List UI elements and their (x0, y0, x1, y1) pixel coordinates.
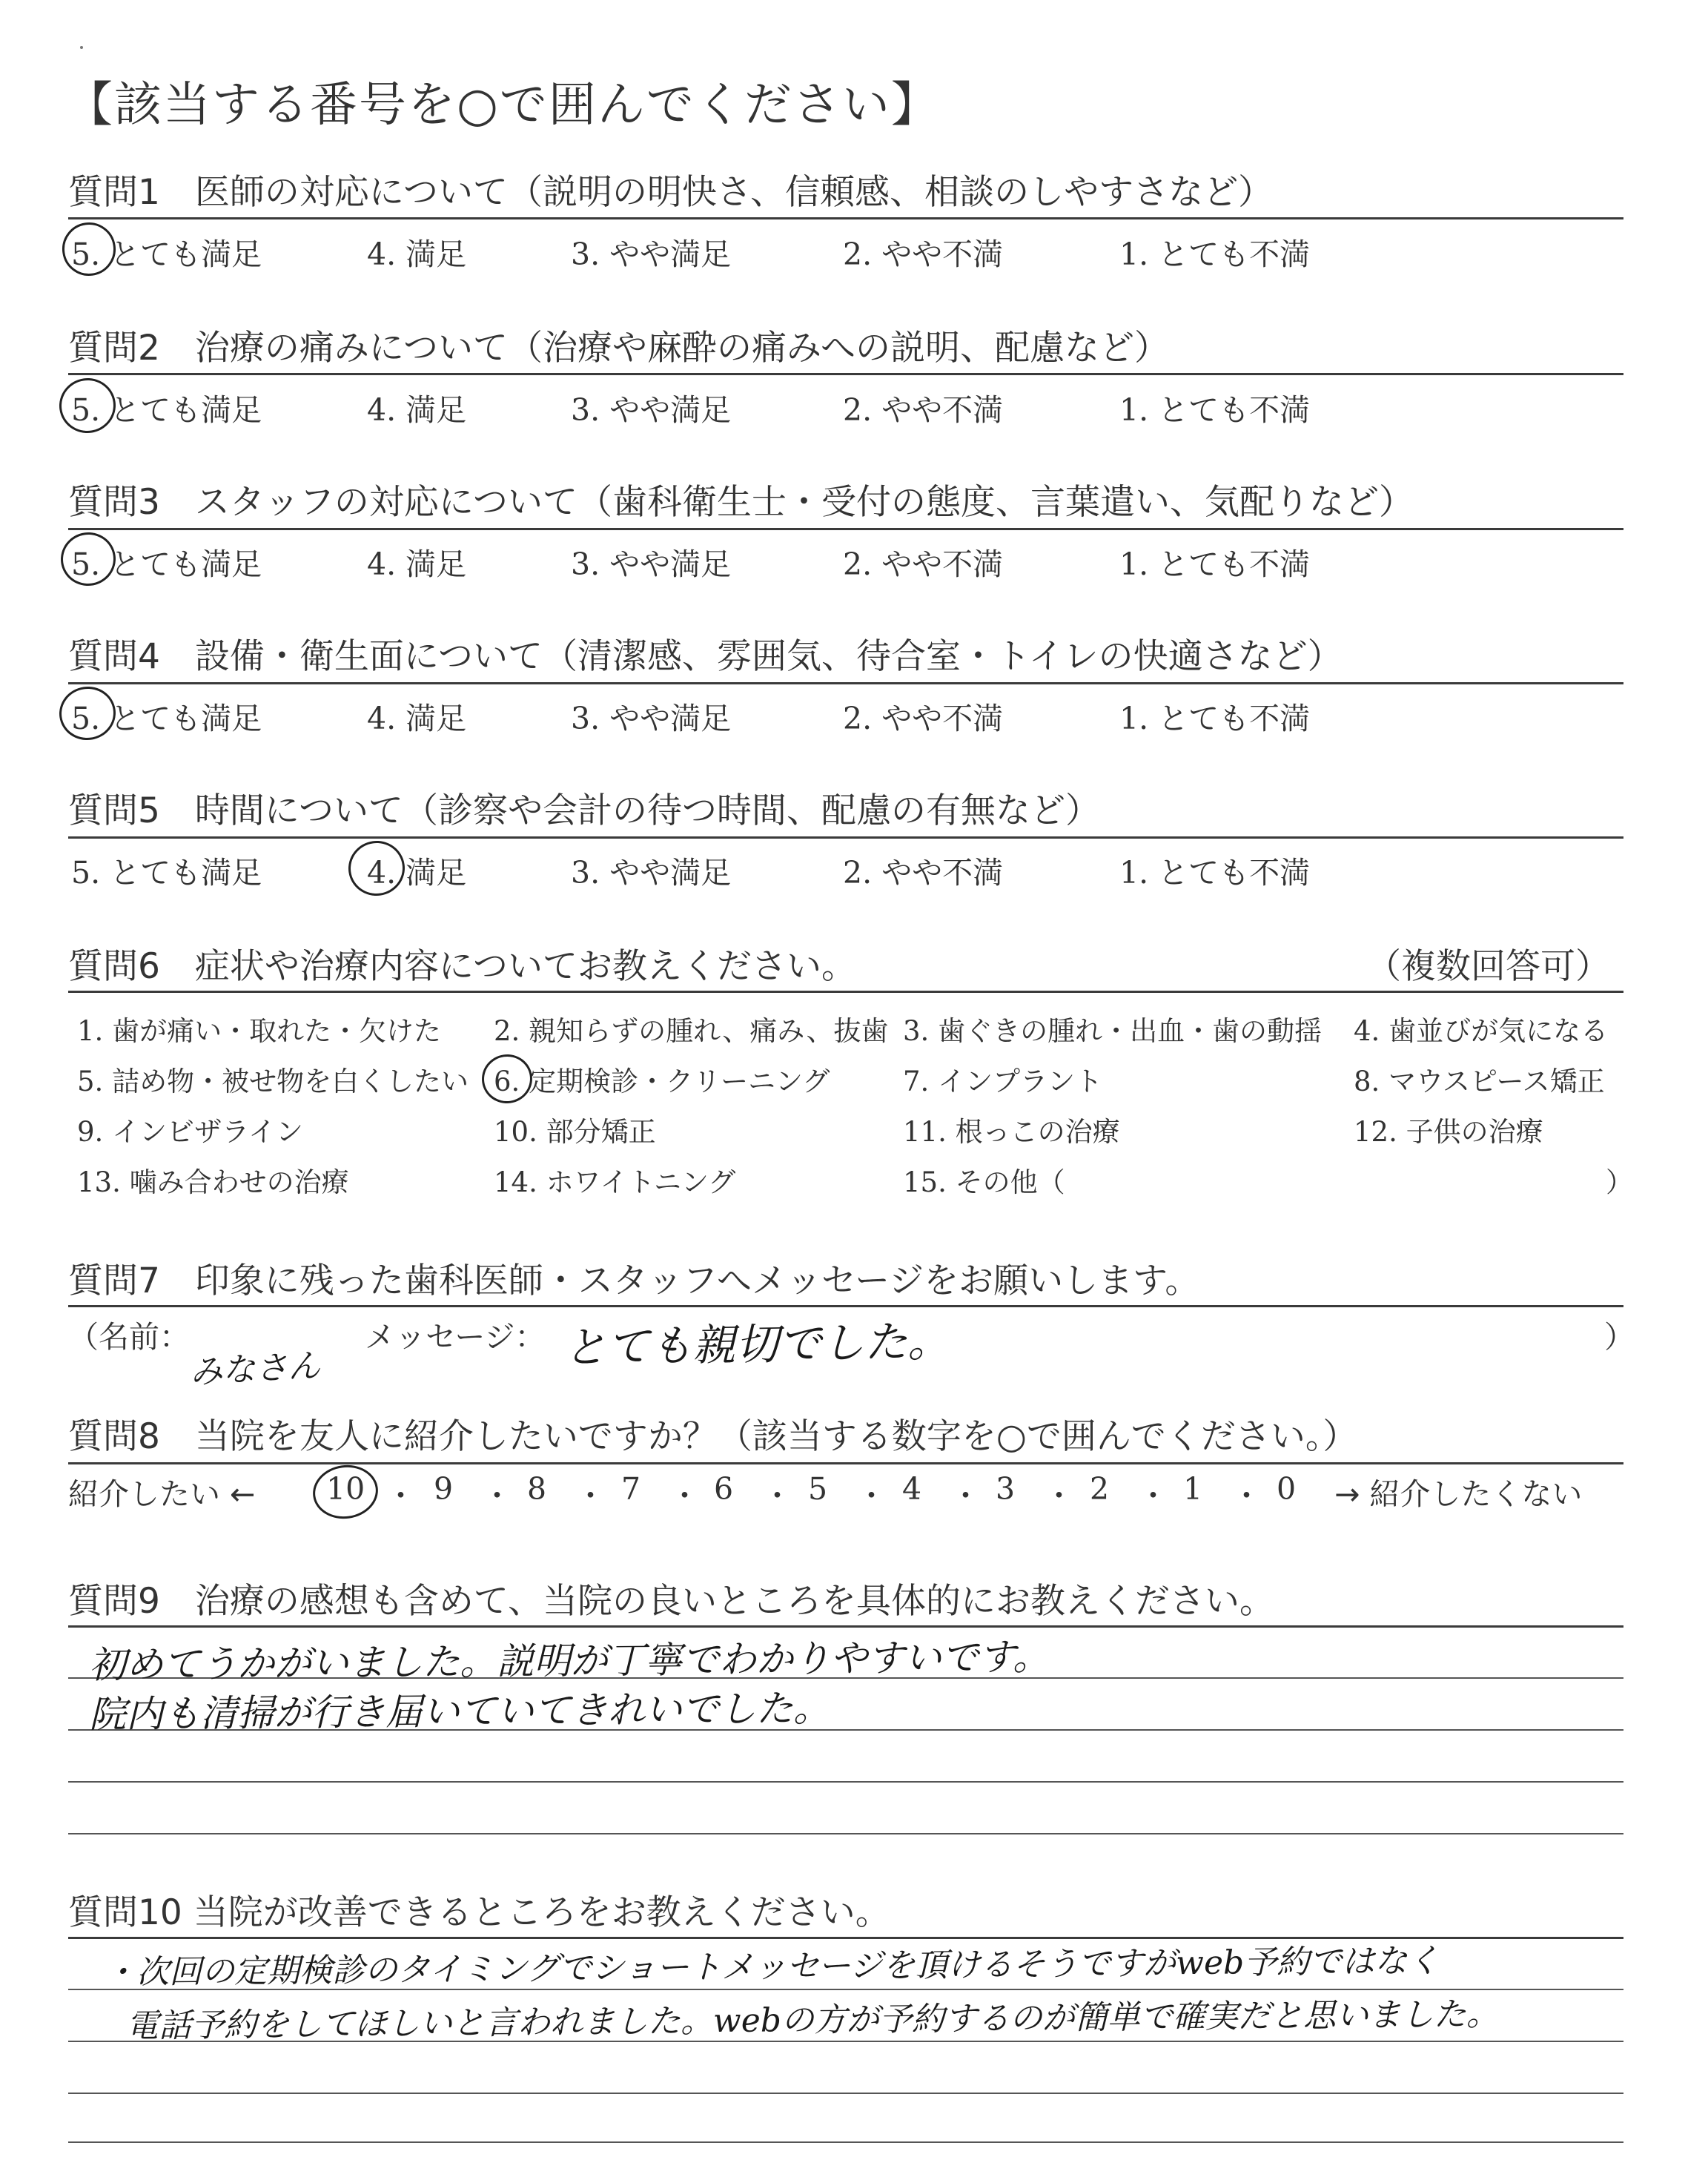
q8-scale-dot: ・ (575, 1478, 606, 1513)
q4-option-1[interactable]: 1. とても不満 (1119, 701, 1311, 736)
q8-rule (68, 1462, 1623, 1464)
q4-option-4[interactable]: 4. 満足 (367, 701, 467, 736)
q2-heading: 質問2 治療の痛みについて（治療や麻酔の痛みへの説明、配慮など） (68, 328, 1170, 369)
q9-answer-line-1[interactable]: 初めてうかがいました。説明が丁寧でわかりやすいです。 (88, 1635, 1050, 1687)
q1-option-1[interactable]: 1. とても不満 (1119, 237, 1311, 272)
q6-option-15[interactable]: 15. その他（ (903, 1166, 1065, 1198)
q10-heading: 質問10 当院が改善できるところをお教えください。 (68, 1892, 890, 1933)
q8-scale-5[interactable]: 5 (808, 1471, 828, 1507)
q2-rule (68, 373, 1623, 375)
q4-heading: 質問4 設備・衛生面について（清潔感、雰囲気、待合室・トイレの快適さなど） (68, 636, 1343, 677)
q8-scale-10[interactable]: 10 (326, 1471, 365, 1507)
q8-scale-9[interactable]: 9 (434, 1471, 454, 1507)
q8-scale-7[interactable]: 7 (621, 1471, 641, 1507)
q3-option-3[interactable]: 3. やや満足 (571, 546, 732, 582)
q5-option-4[interactable]: 4. 満足 (367, 855, 467, 891)
q6-option-8[interactable]: 8. マウスピース矯正 (1354, 1066, 1605, 1097)
q1-heading: 質問1 医師の対応について（説明の明快さ、信頼感、相談のしやすさなど） (68, 172, 1274, 213)
q8-scale-1[interactable]: 1 (1183, 1471, 1203, 1507)
q1-rule (68, 217, 1623, 219)
q4-option-5[interactable]: 5. とても満足 (71, 701, 262, 736)
q1-option-4[interactable]: 4. 満足 (367, 237, 467, 272)
q3-option-4[interactable]: 4. 満足 (367, 546, 467, 582)
q2-option-2[interactable]: 2. やや不満 (843, 392, 1004, 428)
q9-heading: 質問9 治療の感想も含めて、当院の良いところを具体的にお教えください。 (68, 1581, 1274, 1622)
q8-scale-0[interactable]: 0 (1277, 1471, 1297, 1507)
q6-option-6[interactable]: 6. 定期検診・クリーニング (494, 1066, 830, 1097)
q10-answer-line-1[interactable]: ・次回の定期検診のタイミングでショートメッセージを頂けるそうですがweb予約ではなく (103, 1942, 1440, 1992)
q6-option-5[interactable]: 5. 詰め物・被せ物を白くしたい (77, 1066, 469, 1097)
q5-option-1[interactable]: 1. とても不満 (1119, 855, 1311, 891)
q6-option-12[interactable]: 12. 子供の治療 (1354, 1116, 1543, 1148)
q7-message-label: メッセージ： (365, 1319, 546, 1355)
scan-speck (80, 46, 83, 49)
q4-option-3[interactable]: 3. やや満足 (571, 701, 732, 736)
q3-option-5[interactable]: 5. とても満足 (71, 546, 262, 582)
q1-option-3[interactable]: 3. やや満足 (571, 237, 732, 272)
q8-right-label: → 紹介したくない (1334, 1476, 1583, 1512)
q2-option-4[interactable]: 4. 満足 (367, 392, 467, 428)
q8-scale-dot: ・ (669, 1478, 700, 1513)
q5-option-5[interactable]: 5. とても満足 (71, 855, 262, 891)
q8-scale-dot: ・ (385, 1478, 416, 1513)
q6-option-7[interactable]: 7. インプラント (903, 1066, 1103, 1097)
q4-option-2[interactable]: 2. やや不満 (843, 701, 1004, 736)
q6-option-2[interactable]: 2. 親知らずの腫れ、痛み、抜歯 (494, 1015, 889, 1047)
q8-heading: 質問8 当院を友人に紹介したいですか？（該当する数字を○で囲んでください。） (68, 1416, 1358, 1457)
q10-answer-line-2[interactable]: 電話予約をしてほしいと言われました。webの方が予約するのが簡単で確実だと思いました。 (125, 1995, 1500, 2046)
q3-option-2[interactable]: 2. やや不満 (843, 546, 1004, 582)
q1-option-2[interactable]: 2. やや不満 (843, 237, 1004, 272)
q8-scale-dot: ・ (1138, 1478, 1168, 1513)
q8-selection-circle (309, 1461, 381, 1523)
q8-scale-2[interactable]: 2 (1090, 1471, 1110, 1507)
q3-option-1[interactable]: 1. とても不満 (1119, 546, 1311, 582)
q2-option-3[interactable]: 3. やや満足 (571, 392, 732, 428)
q7-message-handwritten[interactable]: とても親切でした。 (563, 1315, 951, 1373)
q6-option-4[interactable]: 4. 歯並びが気になる (1354, 1015, 1609, 1047)
q6-other-close-paren: ） (1606, 1166, 1633, 1198)
q6-heading: 質問6 症状や治療内容についてお教えください。 (68, 946, 856, 987)
q7-rule (68, 1305, 1623, 1307)
q7-close-paren: ） (1604, 1319, 1635, 1355)
q8-left-label: 紹介したい ← (68, 1476, 256, 1512)
q9-rule-1 (68, 1625, 1623, 1628)
q8-scale-8[interactable]: 8 (527, 1471, 547, 1507)
q8-scale-dot: ・ (1231, 1478, 1262, 1513)
q5-option-3[interactable]: 3. やや満足 (571, 855, 732, 891)
q10-rule-4 (68, 2093, 1623, 2094)
q7-name-label: （名前： (68, 1319, 190, 1355)
page-title: 【該当する番号を○で囲んでください】 (65, 78, 940, 133)
q6-option-14[interactable]: 14. ホワイトニング (494, 1166, 736, 1198)
q9-rule-5 (68, 1833, 1623, 1834)
q2-option-1[interactable]: 1. とても不満 (1119, 392, 1311, 428)
q8-scale-3[interactable]: 3 (996, 1471, 1016, 1507)
q8-scale-dot: ・ (856, 1478, 887, 1513)
q6-option-3[interactable]: 3. 歯ぐきの腫れ・出血・歯の動揺 (903, 1015, 1323, 1047)
q8-scale-dot: ・ (762, 1478, 792, 1513)
q6-rule (68, 991, 1623, 993)
q5-heading: 質問5 時間について（診察や会計の待つ時間、配慮の有無など） (68, 790, 1100, 831)
q4-rule (68, 682, 1623, 684)
q6-option-9[interactable]: 9. インビザライン (77, 1116, 303, 1148)
q8-scale-4[interactable]: 4 (902, 1471, 922, 1507)
q8-scale-dot: ・ (482, 1478, 512, 1513)
q6-option-11[interactable]: 11. 根っこの治療 (903, 1116, 1120, 1148)
q5-option-2[interactable]: 2. やや不満 (843, 855, 1004, 891)
q6-option-10[interactable]: 10. 部分矯正 (494, 1116, 656, 1148)
q3-heading: 質問3 スタッフの対応について（歯科衛生士・受付の態度、言葉遣い、気配りなど） (68, 482, 1414, 523)
q1-option-5[interactable]: 5. とても満足 (71, 237, 262, 272)
q2-option-5[interactable]: 5. とても満足 (71, 392, 262, 428)
q6-option-13[interactable]: 13. 噛み合わせの治療 (77, 1166, 349, 1198)
q10-rule-5 (68, 2141, 1623, 2143)
q9-rule-4 (68, 1781, 1623, 1783)
q6-multiple-note: （複数回答可） (1366, 946, 1610, 987)
q9-answer-line-2[interactable]: 院内も清掃が行き届いていてきれいでした。 (88, 1686, 831, 1737)
q5-rule (68, 836, 1623, 839)
q7-heading: 質問7 印象に残った歯科医師・スタッフへメッセージをお願いします。 (68, 1261, 1200, 1301)
q8-scale-6[interactable]: 6 (714, 1471, 734, 1507)
q8-scale-dot: ・ (1044, 1478, 1074, 1513)
q7-name-handwritten[interactable]: みなさん (189, 1347, 322, 1392)
q8-scale-dot: ・ (950, 1478, 981, 1513)
q3-rule (68, 528, 1623, 530)
q6-option-1[interactable]: 1. 歯が痛い・取れた・欠けた (77, 1015, 442, 1047)
